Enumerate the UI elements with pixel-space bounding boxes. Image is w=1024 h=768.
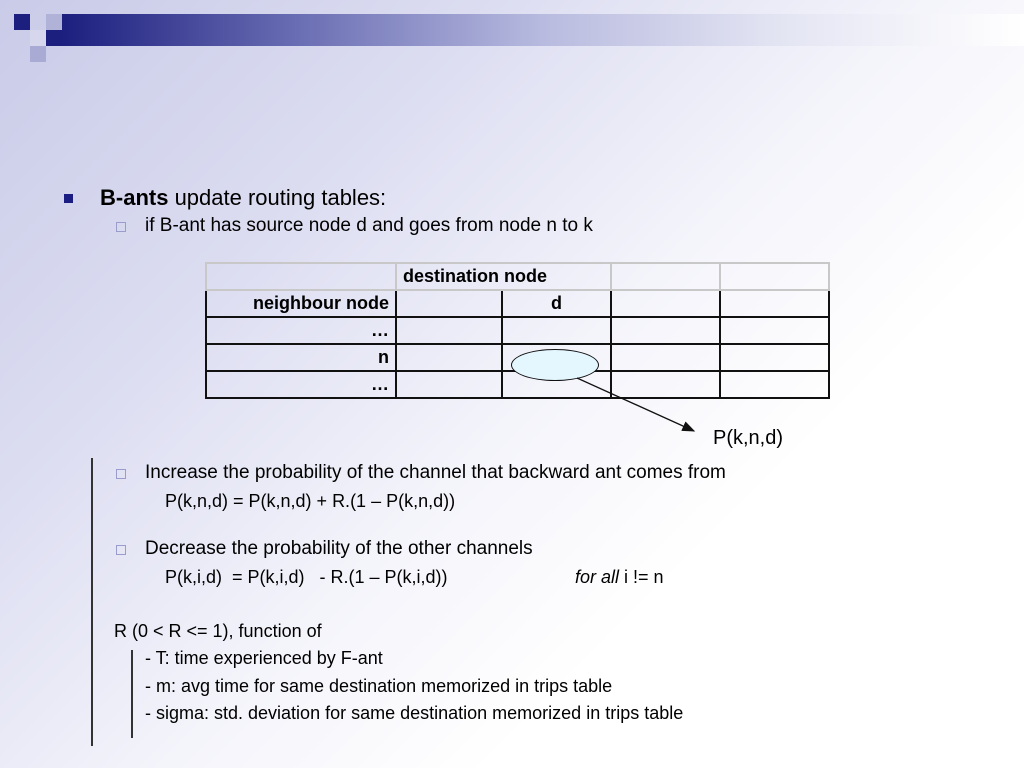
r-item-m: - m: avg time for same destination memorized in trips table bbox=[145, 676, 613, 696]
r-definition-title: R (0 < R <= 1), function of bbox=[114, 621, 322, 641]
neighbour-node-header: neighbour node bbox=[206, 290, 396, 317]
callout-label: P(k,n,d) bbox=[713, 427, 784, 449]
row-label-n: n bbox=[206, 344, 396, 371]
row-label-ellipsis-1: … bbox=[206, 317, 396, 344]
r-item-t: - T: time experienced by F-ant bbox=[145, 648, 383, 668]
r-item-sigma: - sigma: std. deviation for same destination memorized in trips table bbox=[145, 703, 684, 723]
decrease-text: Decrease the probability of the other channels bbox=[145, 538, 533, 559]
increase-text: Increase the probability of the channel that backward ant comes from bbox=[145, 462, 726, 483]
vertical-divider-left bbox=[91, 458, 93, 746]
decrease-forall bbox=[575, 566, 664, 588]
b-ants-bold: B-ants bbox=[100, 185, 169, 210]
forall-rest: i != n bbox=[619, 567, 664, 587]
hollow-bullet-icon bbox=[116, 545, 126, 555]
decrease-formula: P(k,i,d) = P(k,i,d) - R.(1 – P(k,i,d)) bbox=[165, 567, 448, 587]
row-label-ellipsis-2: … bbox=[206, 371, 396, 398]
b-ants-rest: update routing tables: bbox=[168, 185, 387, 210]
arrow-line bbox=[577, 378, 694, 431]
increase-formula: P(k,n,d) = P(k,n,d) + R.(1 – P(k,n,d)) bbox=[165, 491, 456, 511]
vertical-divider-inner bbox=[131, 650, 133, 738]
sub-bullet-source-node: if B-ant has source node d and goes from node n to k bbox=[145, 215, 593, 236]
destination-node-header: destination node bbox=[396, 263, 611, 290]
dest-d-label: d bbox=[502, 290, 611, 317]
hollow-bullet-icon bbox=[116, 469, 126, 479]
forall-italic: for all bbox=[575, 567, 620, 587]
